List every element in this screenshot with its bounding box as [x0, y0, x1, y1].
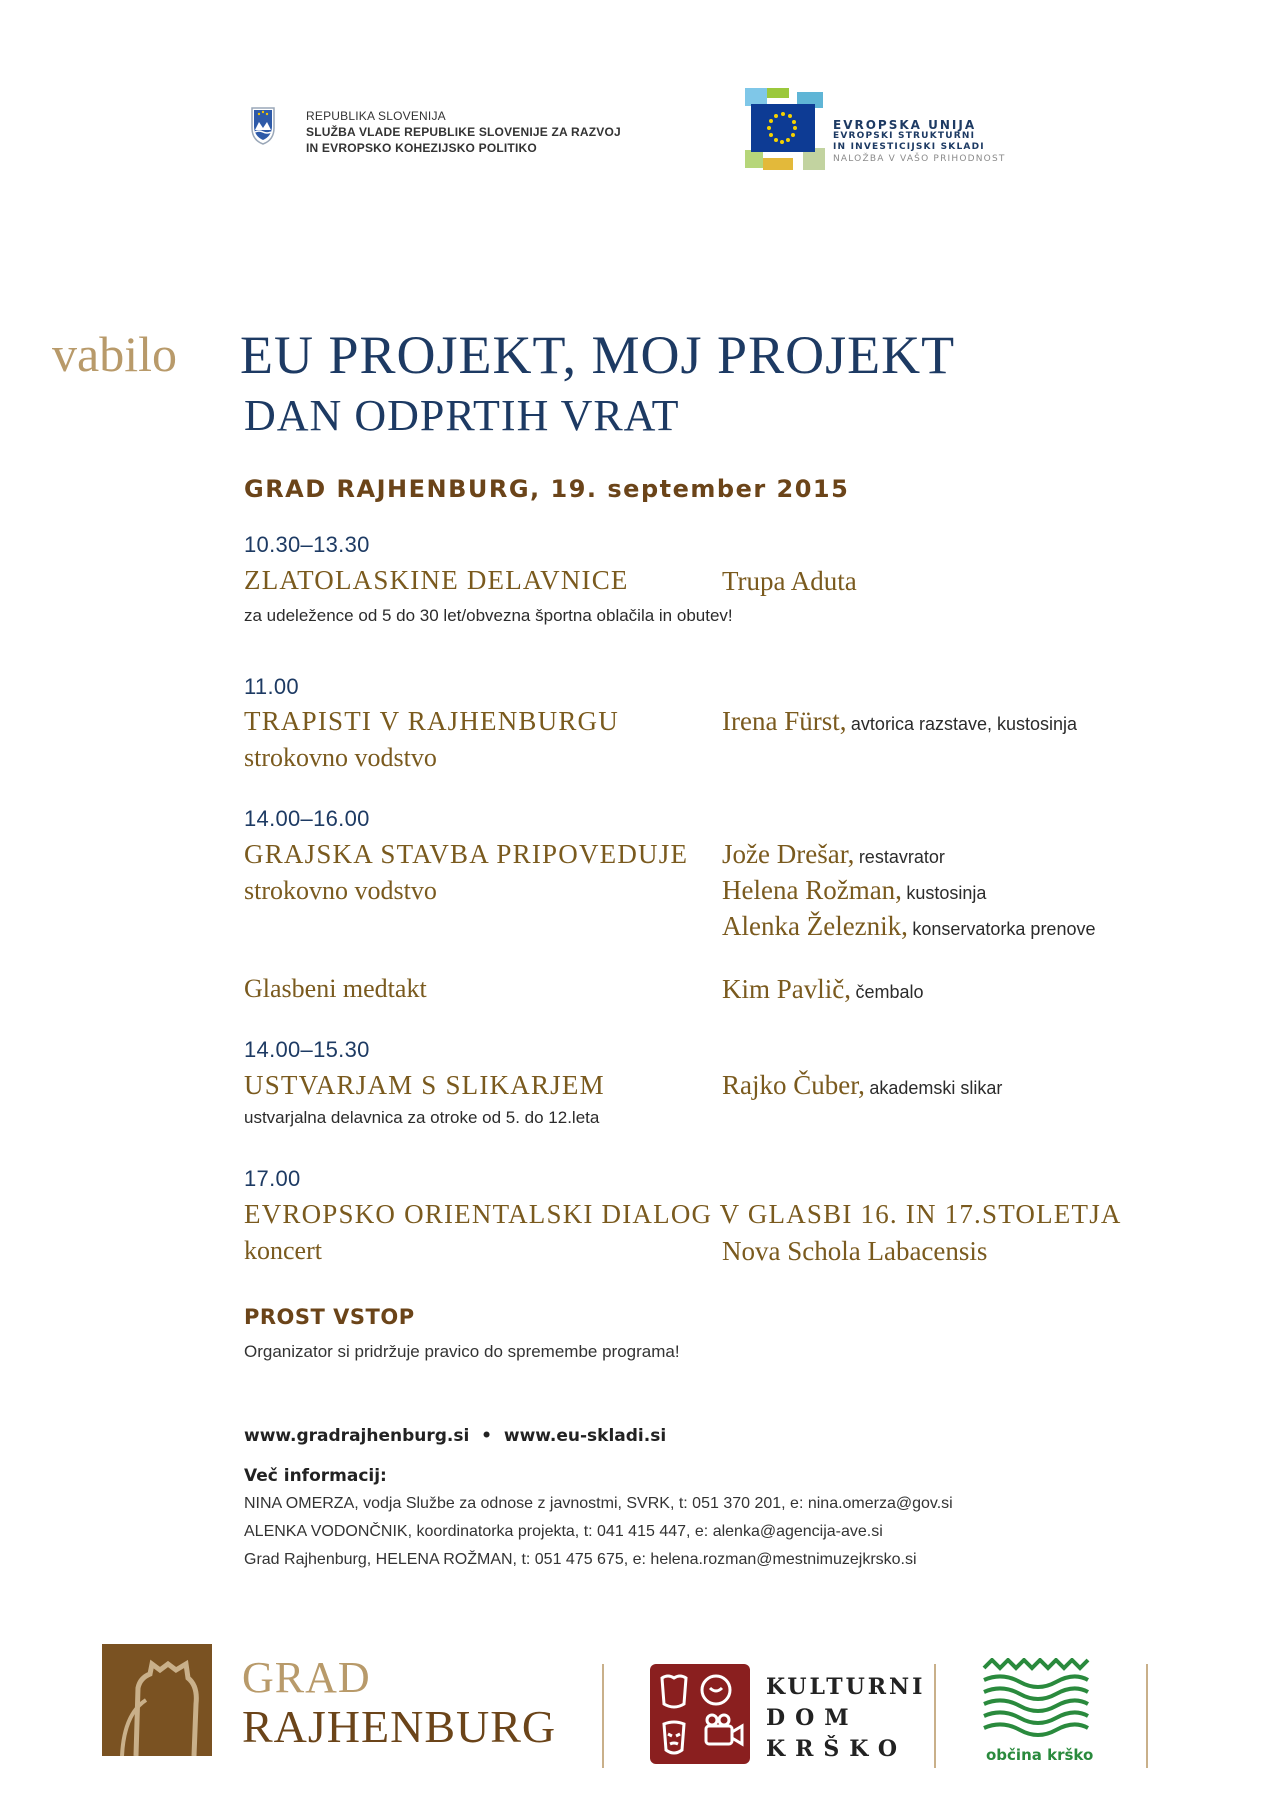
guest-name: Rajko Čuber, [722, 1070, 865, 1100]
event-subtitle: strokovno vodstvo [244, 876, 437, 905]
obcina-krsko-logo [982, 1658, 1094, 1770]
kd-line-3: KRŠKO [766, 1736, 907, 1762]
gov-line-3: IN EVROPSKO KOHEZIJSKO POLITIKO [306, 141, 537, 155]
eu-line-1: EVROPSKA UNIJA [833, 118, 977, 132]
obcina-label: občina krško [986, 1746, 1094, 1764]
event-note: ustvarjalna delavnica za otroke od 5. do 12.leta [244, 1108, 600, 1127]
guest-name: Kim Pavlič, [722, 974, 851, 1004]
eu-line-2: EVROPSKI STRUKTURNI [833, 131, 976, 141]
page-title: EU PROJEKT, MOJ PROJEKT [240, 325, 956, 385]
eu-line-3: IN INVESTICIJSKI SKLADI [833, 142, 985, 152]
footer-divider [934, 1664, 936, 1768]
theatre-masks-icon [650, 1664, 750, 1764]
free-entry-label: PROST VSTOP [244, 1305, 415, 1329]
guest-role: avtorica razstave, kustosinja [850, 714, 1078, 734]
event-guest [722, 839, 945, 870]
castle-tower-icon [102, 1644, 212, 1756]
event-guest [722, 706, 1077, 737]
event-subtitle: strokovno vodstvo [244, 743, 437, 772]
event-time: 11.00 [244, 674, 299, 699]
event-guest [722, 1070, 1002, 1101]
event-subtitle: koncert [244, 1236, 322, 1265]
event-title: ZLATOLASKINE DELAVNICE [244, 565, 629, 595]
event-time: 10.30–13.30 [244, 532, 370, 557]
guest-role: kustosinja [906, 883, 987, 903]
event-note: za udeležence od 5 do 30 let/obvezna športna oblačila in obutev! [244, 606, 733, 625]
disclaimer-text: Organizator si pridržuje pravico do spremembe programa! [244, 1342, 680, 1361]
footer-divider [602, 1664, 604, 1768]
slovenia-coat-of-arms-icon [250, 106, 276, 146]
event-time: 14.00–15.30 [244, 1037, 370, 1062]
eu-tagline: NALOŽBA V VAŠO PRIHODNOST [833, 154, 1006, 164]
event-title: GRAJSKA STAVBA PRIPOVEDUJE [244, 839, 689, 869]
page-subtitle: DAN ODPRTIH VRAT [244, 391, 680, 440]
guest-name: Alenka Železnik, [722, 911, 908, 941]
venue-date: GRAD RAJHENBURG, 19. september 2015 [244, 475, 850, 503]
event-performer: Nova Schola Labacensis [722, 1236, 988, 1266]
website-links[interactable]: www.gradrajhenburg.si • www.eu-skladi.si [244, 1426, 667, 1446]
event-title: USTVARJAM S SLIKARJEM [244, 1070, 605, 1100]
invitation-label: vabilo [52, 326, 177, 382]
event-title: Glasbeni medtakt [244, 974, 427, 1003]
grad-line-1: GRAD [242, 1653, 371, 1702]
event-guest [722, 974, 924, 1005]
contact-line: NINA OMERZA, vodja Službe za odnose z javnostmi, SVRK, t: 051 370 201, e: nina.omerza@gov.si [244, 1495, 953, 1512]
contact-line: Grad Rajhenburg, HELENA ROŽMAN, t: 051 475 675, e: helena.rozman@mestnimuzejkrsko.si [244, 1551, 917, 1568]
event-time: 14.00–16.00 [244, 806, 370, 831]
gov-line-1: REPUBLIKA SLOVENIJA [306, 109, 446, 123]
river-waves-icon [982, 1658, 1090, 1742]
contact-line: ALENKA VODONČNIK, koordinatorka projekta, t: 041 415 447, e: alenka@agencija-ave.si [244, 1523, 883, 1540]
eu-funds-logo [745, 88, 1005, 172]
event-time: 17.00 [244, 1166, 301, 1191]
guest-name: Jože Drešar, [722, 839, 855, 869]
event-title: TRAPISTI V RAJHENBURGU [244, 706, 619, 736]
guest-name: Irena Fürst, [722, 706, 847, 736]
more-info-heading: Več informacij: [244, 1466, 387, 1486]
event-guest [722, 911, 1095, 942]
eu-flag-icon [745, 88, 825, 170]
government-logo [250, 104, 650, 160]
event-title: EVROPSKO ORIENTALSKI DIALOG V GLASBI 16. IN 17.STOLETJA [244, 1199, 1122, 1229]
guest-name: Helena Rožman, [722, 875, 902, 905]
gov-line-2: SLUŽBA VLADE REPUBLIKE SLOVENIJE ZA RAZVOJ [306, 125, 621, 139]
kd-line-2: DOM [766, 1705, 859, 1731]
event-guest [722, 875, 986, 906]
grad-rajhenburg-logo [102, 1644, 557, 1764]
grad-line-2: RAJHENBURG [242, 1701, 557, 1752]
contact-list [244, 1490, 953, 1574]
guest-role: akademski slikar [869, 1078, 1003, 1098]
guest-role: konservatorka prenove [912, 919, 1096, 939]
kd-line-1: KULTURNI [766, 1674, 926, 1700]
kulturni-dom-krsko-logo [650, 1664, 926, 1770]
guest-role: restavrator [858, 847, 945, 867]
event-performer: Trupa Aduta [722, 566, 857, 596]
guest-role: čembalo [855, 982, 924, 1002]
footer-divider [1146, 1664, 1148, 1768]
